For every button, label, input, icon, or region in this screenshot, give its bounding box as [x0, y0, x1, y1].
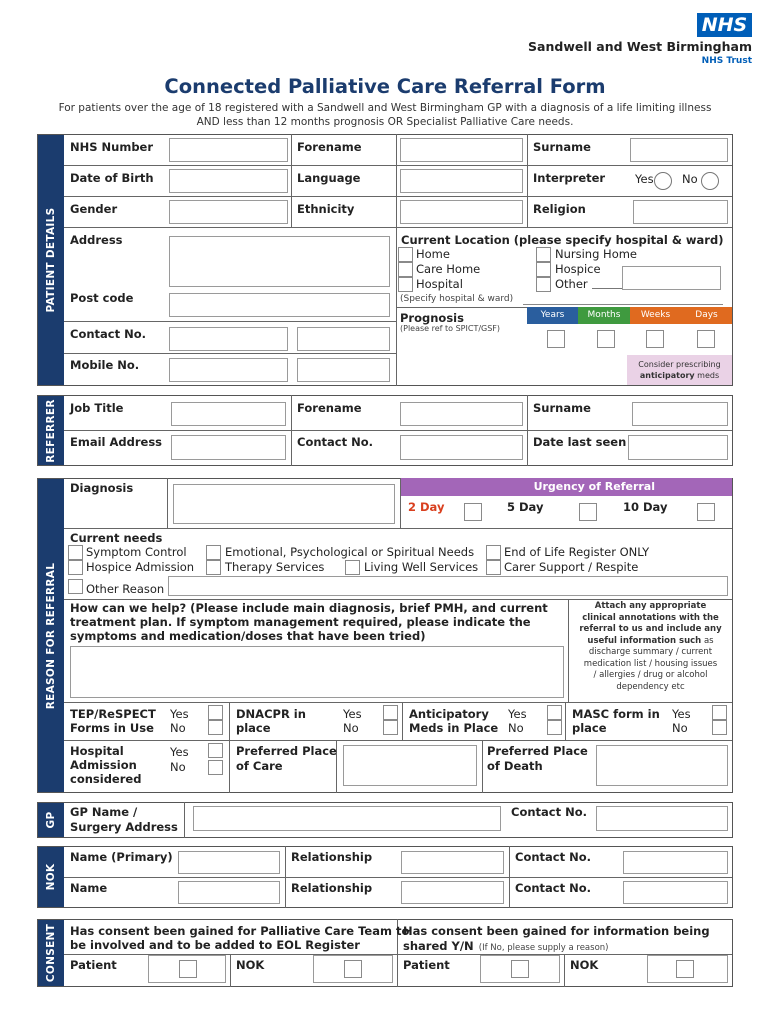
consent-patient-label-1: Patient: [70, 958, 117, 972]
forename-label: Forename: [297, 140, 362, 154]
anticipatory-yes-checkbox[interactable]: [547, 705, 562, 720]
other-reason-checkbox[interactable]: [68, 579, 83, 594]
current-location-title: Current Location (please specify hospital & ward): [401, 233, 724, 247]
masc-label-1: MASC form in: [572, 707, 660, 721]
prognosis-label: Prognosis: [400, 311, 464, 325]
masc-yes-checkbox[interactable]: [712, 705, 727, 720]
address-label: Address: [70, 233, 123, 247]
loc-hospice-label: Hospice: [555, 262, 601, 276]
weeks-header: Weeks: [630, 307, 681, 324]
dob-input[interactable]: [169, 169, 288, 193]
loc-home-checkbox[interactable]: [398, 247, 413, 262]
anticipatory-label-1: Anticipatory: [409, 707, 489, 721]
language-label: Language: [297, 171, 361, 185]
intro-line-1: For patients over the age of 18 registered with a Sandwell and West Birmingham GP with a diagnosis of a life limiting illness: [58, 102, 712, 114]
contact-no-input-1[interactable]: [169, 327, 288, 351]
loc-nursing-home-label: Nursing Home: [555, 247, 638, 261]
tep-respect-label-2: Forms in Use: [70, 721, 154, 735]
attach-info-note: Attach any appropriate clinical annotations with the referral to us and include any useful information such as discharge summary / current medication list / housing issues / allergies / drug or alcohol dependency etc: [579, 601, 722, 692]
gp-contact-label: Contact No.: [511, 805, 587, 819]
gp-label: GP: [37, 802, 64, 838]
anticipatory-no-label: No: [508, 721, 524, 735]
urgency-2day-checkbox[interactable]: [464, 503, 482, 521]
consent-nok-label-2: NOK: [570, 958, 599, 972]
referrer-label: REFERRER: [37, 395, 64, 466]
consent-nok-checkbox-1[interactable]: [344, 960, 362, 978]
urgency-5day-label: 5 Day: [507, 500, 544, 514]
referrer-forename-label: Forename: [297, 401, 362, 415]
dnacpr-no-checkbox[interactable]: [383, 720, 398, 735]
interpreter-yes-radio[interactable]: [654, 172, 672, 190]
referrer-contact-label: Contact No.: [297, 435, 373, 449]
anticipatory-no-checkbox[interactable]: [547, 720, 562, 735]
consent-patient-checkbox-1[interactable]: [179, 960, 197, 978]
gender-input[interactable]: [169, 200, 288, 224]
hosp-adm-no-label: No: [170, 760, 186, 774]
dnacpr-label-2: place: [236, 721, 271, 735]
hosp-adm-yes-checkbox[interactable]: [208, 743, 223, 758]
nok-relationship-input-2[interactable]: [401, 881, 504, 904]
dnacpr-yes-checkbox[interactable]: [383, 705, 398, 720]
living-well-label: Living Well Services: [364, 560, 479, 574]
page-title: Connected Palliative Care Referral Form: [164, 75, 606, 98]
contact-no-label: Contact No.: [70, 327, 146, 341]
contact-no-input-2[interactable]: [297, 327, 390, 351]
dnacpr-yes-label: Yes: [343, 707, 362, 721]
diagnosis-input[interactable]: [173, 484, 395, 524]
eol-register-label: End of Life Register ONLY: [504, 545, 650, 559]
referrer-surname-label: Surname: [533, 401, 591, 415]
reason-for-referral-label: REASON FOR REFERRAL: [37, 478, 64, 793]
nok-primary-name-input[interactable]: [178, 851, 280, 874]
consent-q2-line-2: shared Y/N (If No, please supply a reason): [403, 939, 609, 953]
prognosis-years-checkbox[interactable]: [547, 330, 565, 348]
loc-hospital-checkbox[interactable]: [398, 277, 413, 292]
urgency-header: Urgency of Referral: [401, 478, 732, 496]
mobile-no-input-1[interactable]: [169, 358, 288, 382]
loc-care-home-label: Care Home: [416, 262, 481, 276]
months-header: Months: [578, 307, 630, 324]
specify-hospital-label: (Specify hospital & ward): [400, 294, 514, 304]
urgency-10day-checkbox[interactable]: [697, 503, 715, 521]
nok-contact-label-2: Contact No.: [515, 881, 591, 895]
carer-support-checkbox[interactable]: [486, 560, 501, 575]
diagnosis-label: Diagnosis: [70, 481, 134, 495]
consider-anticipatory-note: Consider prescribing anticipatory meds: [627, 355, 732, 385]
referrer-contact-input[interactable]: [400, 435, 523, 460]
urgency-10day-label: 10 Day: [623, 500, 668, 514]
current-needs-label: Current needs: [70, 531, 163, 545]
other-reason-input[interactable]: [168, 576, 728, 596]
consent-q1-line-1: Has consent been gained for Palliative Care Team to: [70, 924, 410, 938]
years-header: Years: [527, 307, 578, 324]
religion-input[interactable]: [633, 200, 728, 224]
anticipatory-label-2: Meds in Place: [409, 721, 499, 735]
gender-label: Gender: [70, 202, 118, 216]
loc-nursing-home-checkbox[interactable]: [536, 247, 551, 262]
prognosis-note: (Please ref to SPICT/GSF): [400, 324, 501, 333]
preferred-place-death-label-2: of Death: [487, 759, 543, 773]
loc-other-label: Other: [555, 277, 588, 291]
ethnicity-label: Ethnicity: [297, 202, 355, 216]
nok-relationship-label-2: Relationship: [291, 881, 373, 895]
preferred-place-death-input[interactable]: [596, 745, 728, 786]
emotional-needs-label: Emotional, Psychological or Spiritual Needs: [225, 545, 475, 559]
urgency-5day-checkbox[interactable]: [579, 503, 597, 521]
loc-hospice-checkbox[interactable]: [536, 262, 551, 277]
patient-details-label: PATIENT DETAILS: [37, 134, 64, 386]
therapy-services-checkbox[interactable]: [206, 560, 221, 575]
preferred-place-care-label-2: of Care: [236, 759, 283, 773]
job-title-input[interactable]: [171, 402, 286, 426]
dob-label: Date of Birth: [70, 171, 154, 185]
nok-relationship-label-1: Relationship: [291, 850, 373, 864]
mobile-no-input-2[interactable]: [297, 358, 390, 382]
dnacpr-label-1: DNACPR in: [236, 707, 306, 721]
hosp-adm-no-checkbox[interactable]: [208, 760, 223, 775]
how-can-we-help-line-2: treatment plan. If symptom management required, please indicate the: [70, 615, 531, 629]
preferred-place-death-label-1: Preferred Place: [487, 744, 588, 758]
emotional-needs-checkbox[interactable]: [206, 545, 221, 560]
therapy-services-label: Therapy Services: [225, 560, 325, 574]
interpreter-no-label: No: [682, 172, 698, 186]
forename-input[interactable]: [400, 138, 523, 162]
nok-label: NOK: [37, 846, 64, 908]
surname-label: Surname: [533, 140, 591, 154]
hospice-admission-label: Hospice Admission: [86, 560, 195, 574]
interpreter-yes-label: Yes: [635, 172, 654, 186]
hospital-admission-label-2: Admission: [70, 758, 137, 772]
loc-care-home-checkbox[interactable]: [398, 262, 413, 277]
gp-name-label-2: Surgery Address: [70, 820, 178, 834]
date-last-seen-input[interactable]: [628, 435, 728, 460]
symptom-control-checkbox[interactable]: [68, 545, 83, 560]
consent-patient-checkbox-2[interactable]: [511, 960, 529, 978]
hospice-admission-checkbox[interactable]: [68, 560, 83, 575]
nhs-logo: NHS: [697, 13, 752, 37]
date-last-seen-label: Date last seen: [533, 435, 627, 449]
how-can-we-help-line-1: How can we help? (Please include main diagnosis, brief PMH, and current: [70, 601, 548, 615]
nok-contact-input-1[interactable]: [623, 851, 728, 874]
how-can-we-help-input[interactable]: [70, 646, 564, 698]
eol-register-checkbox[interactable]: [486, 545, 501, 560]
consent-nok-label-1: NOK: [236, 958, 265, 972]
nok-name-input[interactable]: [178, 881, 280, 904]
loc-home-label: Home: [416, 247, 450, 261]
religion-label: Religion: [533, 202, 586, 216]
consent-patient-label-2: Patient: [403, 958, 450, 972]
consent-label: CONSENT: [37, 919, 64, 987]
hospital-admission-label-1: Hospital: [70, 744, 124, 758]
prognosis-months-checkbox[interactable]: [597, 330, 615, 348]
hosp-adm-yes-label: Yes: [170, 745, 189, 759]
gp-name-label-1: GP Name /: [70, 805, 138, 819]
trust-name: NHS Trust: [701, 56, 752, 66]
how-can-we-help-line-3: symptoms and medication/doses that have been tried): [70, 629, 426, 643]
address-input[interactable]: [169, 236, 390, 287]
postcode-label: Post code: [70, 291, 134, 305]
surname-input[interactable]: [630, 138, 728, 162]
tep-yes-label: Yes: [170, 707, 189, 721]
consent-nok-checkbox-2[interactable]: [676, 960, 694, 978]
carer-support-label: Carer Support / Respite: [504, 560, 639, 574]
intro-line-2: AND less than 12 months prognosis OR Specialist Palliative Care needs.: [196, 116, 574, 128]
ethnicity-input[interactable]: [400, 200, 523, 224]
loc-hospital-label: Hospital: [416, 277, 463, 291]
nhs-number-input[interactable]: [169, 138, 288, 162]
org-name: Sandwell and West Birmingham: [528, 39, 752, 54]
email-input[interactable]: [171, 435, 286, 460]
nok-contact-input-2[interactable]: [623, 881, 728, 904]
gp-contact-input[interactable]: [596, 806, 728, 831]
nok-name-label: Name: [70, 881, 108, 895]
gp-name-input[interactable]: [193, 806, 501, 831]
loc-other-input[interactable]: [622, 266, 721, 290]
email-label: Email Address: [70, 435, 163, 449]
consent-q2-line-1: Has consent been gained for information being: [403, 924, 710, 938]
masc-yes-label: Yes: [672, 707, 691, 721]
masc-no-checkbox[interactable]: [712, 720, 727, 735]
symptom-control-label: Symptom Control: [86, 545, 187, 559]
job-title-label: Job Title: [70, 401, 124, 415]
referrer-surname-input[interactable]: [632, 402, 728, 426]
referrer-forename-input[interactable]: [400, 402, 523, 426]
living-well-checkbox[interactable]: [345, 560, 360, 575]
other-reason-label: Other Reason: [86, 582, 165, 596]
tep-respect-label-1: TEP/ReSPECT: [70, 707, 156, 721]
anticipatory-yes-label: Yes: [508, 707, 527, 721]
preferred-place-care-label-1: Preferred Place: [236, 744, 337, 758]
urgency-2day-label: 2 Day: [408, 500, 445, 514]
consent-q1-line-2: be involved and to be added to EOL Register: [70, 938, 360, 952]
nok-contact-label-1: Contact No.: [515, 850, 591, 864]
tep-no-label: No: [170, 721, 186, 735]
nok-primary-name-label: Name (Primary): [70, 850, 173, 864]
dnacpr-no-label: No: [343, 721, 359, 735]
hospital-admission-label-3: considered: [70, 772, 142, 786]
preferred-place-care-input[interactable]: [343, 745, 477, 786]
postcode-input[interactable]: [169, 293, 390, 317]
masc-label-2: place: [572, 721, 607, 735]
loc-other-checkbox[interactable]: [536, 277, 551, 292]
prognosis-days-checkbox[interactable]: [697, 330, 715, 348]
interpreter-label: Interpreter: [533, 171, 606, 185]
days-header: Days: [681, 307, 732, 324]
prognosis-weeks-checkbox[interactable]: [646, 330, 664, 348]
mobile-no-label: Mobile No.: [70, 358, 140, 372]
interpreter-no-radio[interactable]: [701, 172, 719, 190]
nok-relationship-input-1[interactable]: [401, 851, 504, 874]
masc-no-label: No: [672, 721, 688, 735]
language-input[interactable]: [400, 169, 523, 193]
tep-no-checkbox[interactable]: [208, 720, 223, 735]
tep-yes-checkbox[interactable]: [208, 705, 223, 720]
nhs-number-label: NHS Number: [70, 140, 154, 154]
